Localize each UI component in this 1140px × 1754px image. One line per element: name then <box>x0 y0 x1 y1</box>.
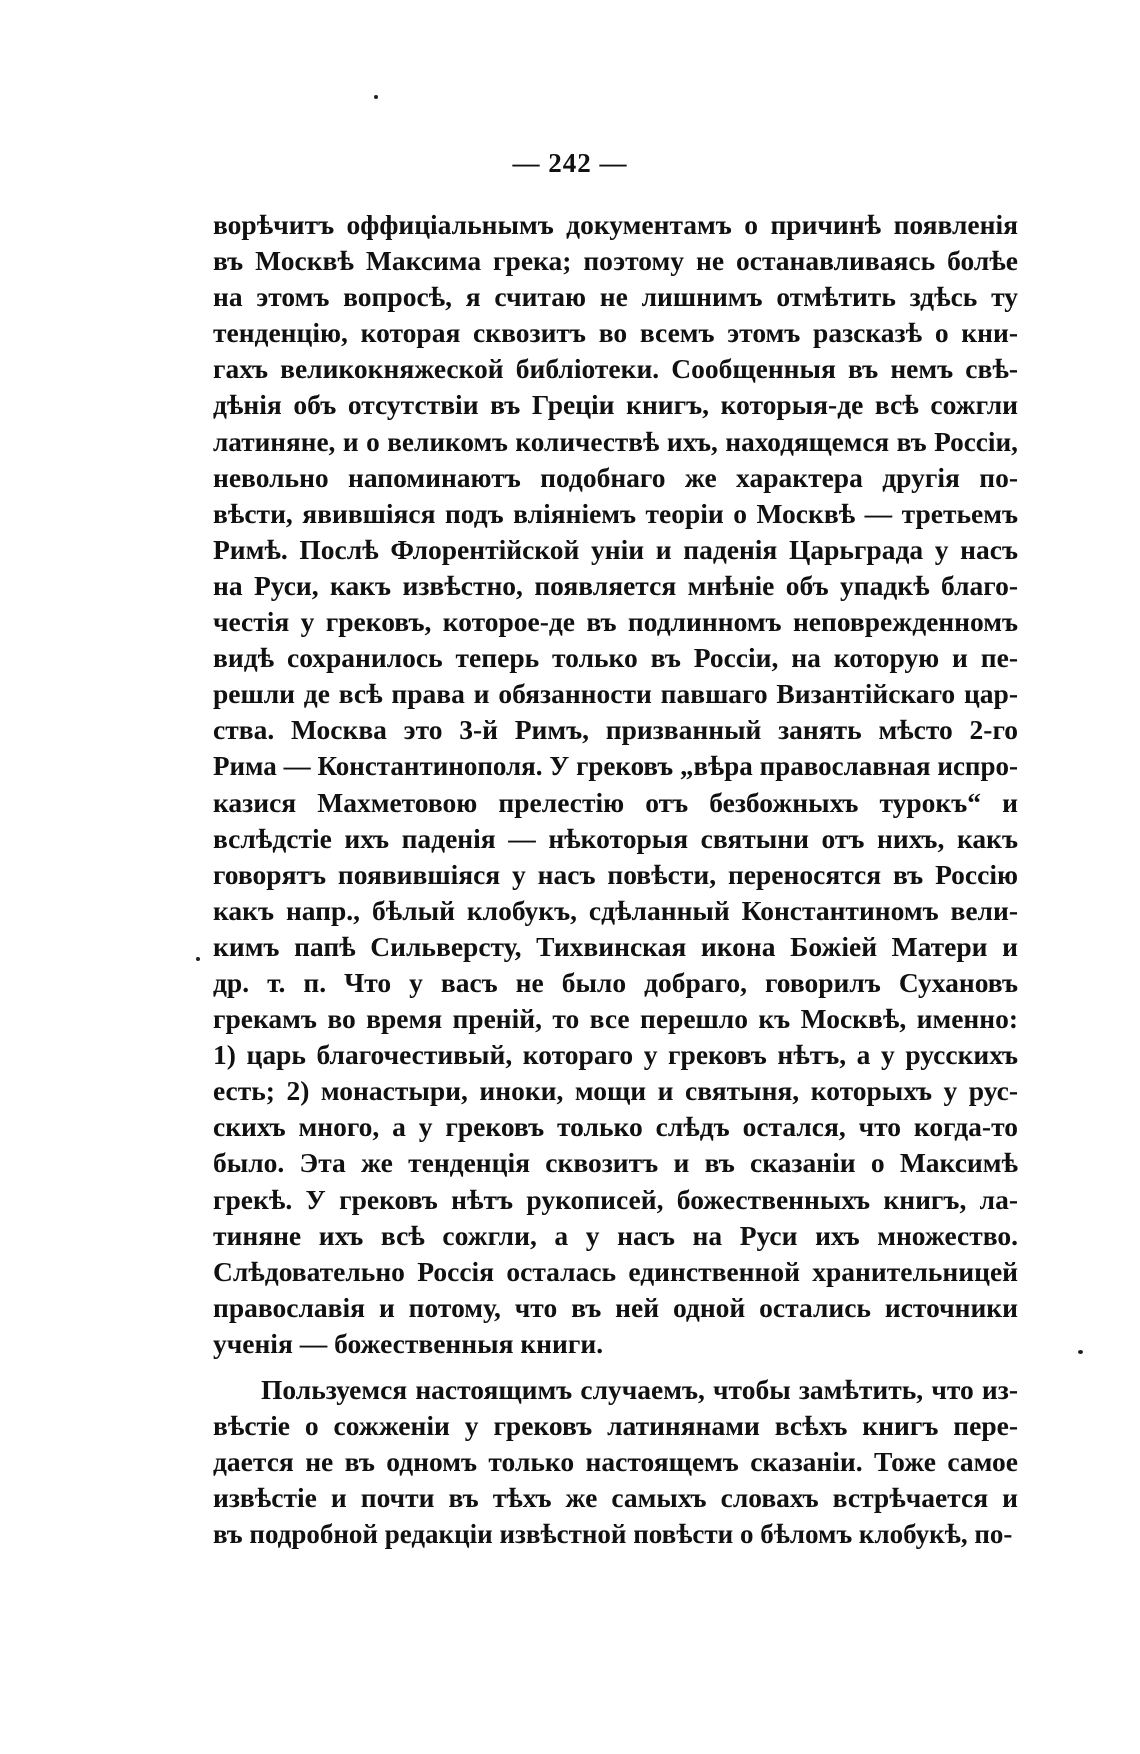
text-line: вѣстіе о сожженіи у грековъ латинянами всѣхъ книгъ пере- <box>213 1410 1018 1442</box>
body-text <box>213 207 1018 1552</box>
text-line: грекѣ. У грековъ нѣтъ рукописей, божественныхъ книгъ, ла- <box>213 1183 1018 1215</box>
page-number: — 242 — <box>512 148 628 178</box>
text-line: честія у грековъ, которое-де въ подлинномъ неповрежденномъ <box>213 606 1018 638</box>
text-line: на Руси, какъ извѣстно, появляется мнѣніе объ упадкѣ благо- <box>213 569 1018 601</box>
text-line: тиняне ихъ всѣ сожгли, а у насъ на Руси ихъ множество. <box>213 1219 1018 1251</box>
paragraph <box>213 1372 1018 1552</box>
text-line: Пользуемся настоящимъ случаемъ, чтобы замѣтить, что из- <box>261 1374 1018 1405</box>
text-line: въ Москвѣ Максима грека; поэтому не останавливаясь болѣе <box>213 245 1018 277</box>
text-line: др. т. п. Что у васъ не было добраго, говорилъ Сухановъ <box>213 966 1018 998</box>
text-line: тенденцію, которая сквозитъ во всемъ этомъ разсказѣ о кни- <box>213 317 1018 349</box>
text-line: вѣсти, явившіяся подъ вліяніемъ теоріи о Москвѣ — третьемъ <box>213 497 1018 529</box>
text-line: видѣ сохранилось теперь только въ Россіи, на которую и пе- <box>213 642 1018 674</box>
text-line: было. Эта же тенденція сквозитъ и въ сказаніи о Максимѣ <box>213 1147 1018 1179</box>
text-line: есть; 2) монастыри, иноки, мощи и святыня, которыхъ у рус- <box>213 1075 1018 1107</box>
text-line: грекамъ во время преній, то все перешло къ Москвѣ, именно: <box>213 1003 1018 1035</box>
text-line: говорятъ появившіяся у насъ повѣсти, переносятся въ Россію <box>213 858 1018 890</box>
text-line: Слѣдовательно Россія осталась единственной хранительницей <box>213 1255 1018 1287</box>
text-line: гахъ великокняжеской библіотеки. Сообщенныя въ немъ свѣ- <box>213 353 1018 385</box>
text-line: извѣстіе и почти въ тѣхъ же самыхъ словахъ встрѣчается и <box>213 1482 1018 1514</box>
text-line: ворѣчитъ оффиціальнымъ документамъ о причинѣ появленія <box>213 209 1018 240</box>
text-line: кимъ папѣ Сильверсту, Тихвинская икона Божіей Матери и <box>213 930 1018 962</box>
ink-speck <box>374 95 378 99</box>
text-line: въ подробной редакціи извѣстной повѣсти о бѣломъ клобукѣ, по- <box>213 1519 1013 1550</box>
text-line: дается не въ одномъ только настоящемъ сказаніи. Тоже самое <box>213 1446 1018 1478</box>
text-line: 1) царь благочестивый, котораго у грековъ нѣтъ, а у русскихъ <box>213 1039 1018 1071</box>
text-line: казися Махметовою прелестію отъ безбожныхъ турокъ“ и <box>213 786 1018 818</box>
text-line: ученія — божественныя книги. <box>213 1327 604 1359</box>
text-line: на этомъ вопросѣ, я считаю не лишнимъ отмѣтить здѣсь ту <box>213 281 1018 313</box>
text-line: Рима — Константинополя. У грековъ „вѣра православная испро- <box>213 751 1018 782</box>
text-line: какъ напр., бѣлый клобукъ, сдѣланный Константиномъ вели- <box>213 894 1018 926</box>
text-line: латиняне, и о великомъ количествѣ ихъ, находящемся въ Россіи, <box>213 426 1018 457</box>
ink-speck <box>1078 1350 1083 1354</box>
text-line: дѣнія объ отсутствіи въ Греціи книгъ, которыя-де всѣ сожгли <box>213 389 1018 421</box>
ink-speck <box>196 957 200 961</box>
text-line: скихъ много, а у грековъ только слѣдъ остался, что когда-то <box>213 1111 1018 1143</box>
text-line: вслѣдстіе ихъ паденія — нѣкоторыя святыни отъ нихъ, какъ <box>213 822 1018 854</box>
paragraph <box>213 207 1018 1362</box>
text-line: ства. Москва это 3-й Римъ, призванный занять мѣсто 2-го <box>213 714 1018 746</box>
text-line: Римѣ. Послѣ Флорентійской уніи и паденія Царьграда у насъ <box>213 533 1018 565</box>
text-line: православія и потому, что въ ней одной остались источники <box>213 1291 1018 1323</box>
text-line: невольно напоминаютъ подобнаго же характера другія по- <box>213 461 1018 493</box>
text-line: решли де всѣ права и обязанности павшаго Византійскаго цар- <box>213 678 1018 710</box>
